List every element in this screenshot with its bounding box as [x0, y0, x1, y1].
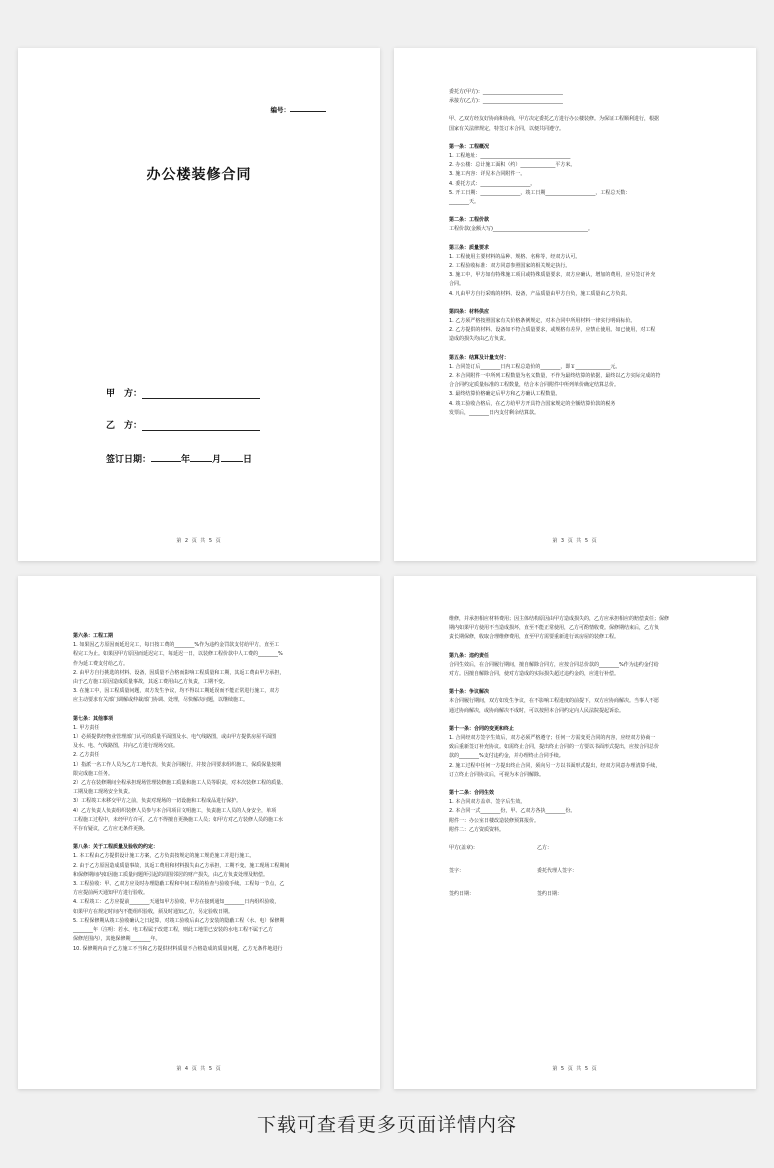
signature-row — [449, 867, 710, 876]
text-line: 1）必须提供经物业管理部门认可的质量平面图及水、电气线路图，或由甲方提供房屋平面图 — [73, 734, 277, 741]
paragraph-gap — [73, 834, 334, 843]
text-line: 1）指派一名工作人员为乙方工地代表，负责合同履行，并按合同要求组织施工，保质保量按期 — [73, 761, 282, 768]
text-line: 5. 工程保修期从竣工验收确认之日起算，对竣工验收后由乙方安装的隐蔽工程（水、电）保修期 — [73, 917, 285, 924]
party-b-blank — [142, 421, 260, 431]
text-line: 3. 最终结算价格确定后甲方和乙方确认工程数量。 — [449, 391, 561, 398]
text-line: 本合同履行期间，双方如发生争议，在不影响工程进度的前提下，双方应协商解决。当事人不愿 — [449, 698, 660, 705]
text-line: 甲、乙双方经友好协商和协商，甲方决定委托乙方进行办公楼装修。为保证工程顺利进行，根据 — [449, 116, 660, 123]
text-line: 2. 乙方责任 — [73, 752, 100, 759]
text-line: 3）工程竣工未移交甲方之前，负责对现场的一切设施和工程成品进行保护。 — [73, 798, 242, 805]
text-line: 期内如果甲方使用不当造成损坏，直至不能正常使用，乙方可酌情收费。保修期结束后，乙方负 — [449, 625, 660, 632]
text-line: 维修，并承担相应材料费用；因主体结构原因由甲方造成损失的，乙方应承担相应的赔偿责任；保修 — [449, 616, 670, 622]
text-line: 1. 合同经双方签字生效后，双方必须严格遵守；任何一方需变更合同的内容，应经双方协商一 — [449, 735, 656, 742]
text-line: 1. 工程使用主要材料的品种、规格、名称等，经双方认可。 — [449, 253, 581, 260]
text-line: 国家有关法律规定，特签订本合同，以便共同遵守。 — [449, 125, 565, 132]
day-blank — [221, 453, 243, 462]
text-line: 4. 凡由甲方自行采购的材料、设备，产品质量由甲方自负，施工质量由乙方负责。 — [449, 290, 631, 297]
text-line: 应主动要求有关部门调解或仲裁部门协调、处理，尽快解决问题，以继续施工。 — [73, 697, 249, 704]
paragraph-gap — [449, 716, 710, 725]
text-line: 1. 本工程由乙方提供设计施工方案，乙方负责按规定的施工规范施工并进行施工。 — [73, 853, 255, 860]
page-5-content — [449, 615, 710, 914]
signature-row — [449, 890, 710, 899]
text-line: 方应提前两天通知甲方进行验收。 — [73, 890, 149, 897]
signature-label: 委托代理人签字： — [537, 868, 578, 875]
sign-date-row — [106, 452, 252, 465]
download-caption: 下载可查看更多页面详情内容 — [256, 1114, 517, 1136]
section-heading: 第三条：质量要求 — [449, 244, 490, 251]
section-heading: 第五条：结算及计量支付： — [449, 354, 510, 361]
text-line: 2. 施工过程中任何一方提出终止合同，须向另一方以书面形式提出，经双方同意办理清算手续， — [449, 762, 661, 769]
text-line: 3. 施工中，甲方如有特殊施工项目或特殊质量要求，双方应确认，增加的费用，应另签订补充 — [449, 272, 656, 279]
text-line: 承接方(乙方)：________________________________ — [449, 98, 563, 105]
paragraph-gap — [449, 299, 710, 308]
text-line: 致后重新签订补充协议。如需终止合同，提出终止合同的一方要以书面形式提出，应按合同总价 — [449, 744, 660, 751]
signature-label: 签约日期： — [449, 891, 475, 898]
text-line: 2. 本合同附件一中所列工程数量为名义数量，不作为最终结算的依据，最终以乙方实际完成的符 — [449, 373, 661, 380]
text-line: 2. 工程验收标准：双方同意参照国家的相关规定执行。 — [449, 263, 571, 270]
page-footer: 第 5 页 共 5 页 — [552, 1066, 598, 1072]
text-line: 2. 乙方提供的材料、设备如不符合质量要求，或规格有差异，应禁止使用。如已使用，对工程 — [449, 327, 656, 334]
page-footer: 第 4 页 共 5 页 — [176, 1066, 222, 1072]
party-a-blank — [142, 389, 260, 399]
text-line: 限完成施工任务。 — [73, 770, 114, 777]
text-line: 5. 开工日期：________________，竣工日期____________________，工程总天数： — [449, 189, 631, 196]
party-a-label: 甲 方： — [106, 389, 143, 399]
text-line: 1. 甲方责任 — [73, 724, 100, 731]
paragraph-gap — [449, 134, 710, 143]
signature-label: 乙方： — [537, 845, 553, 852]
paragraph-gap — [449, 643, 710, 652]
page-footer: 第 2 页 共 5 页 — [176, 538, 222, 544]
section-heading: 第六条：工程工期 — [73, 633, 114, 639]
text-line: 平存有疑议，乙方应无条件更换。 — [73, 826, 149, 833]
text-line: 款的________%支付违约金，并办理终止合同手续。 — [449, 753, 564, 760]
text-line: 责长期保修，收取合理维修费用，直至甲方需要重新进行该房屋的装修工程。 — [449, 634, 620, 641]
signature-label: 签字： — [449, 868, 465, 875]
text-line: 作为延工费支付给乙方。 — [73, 660, 129, 667]
paragraph-gap — [449, 235, 710, 244]
text-line: 2. 由甲方自行挑选的材料、设备，因质量不合格而影响工程质量和工期，其返工费由甲方承担， — [73, 669, 285, 676]
text-line: 订立终止合同协议后，可视为本合同解除。 — [449, 771, 545, 778]
sign-date-label: 签订日期： — [106, 455, 152, 465]
party-b-label: 乙 方： — [106, 421, 143, 431]
section-heading: 第十条：争议解决 — [449, 689, 490, 696]
signature-label: 签约日期： — [537, 891, 563, 898]
document-page-2 — [18, 48, 380, 561]
paragraph-gap — [73, 706, 334, 715]
text-line: 合合同约定质量标准的工程数量，结合本合同附件中所列单价确定结算总价。 — [449, 382, 620, 389]
text-line: 如果甲方在规定时间内不能组织验收，须及时通知乙方，另定验收日期。 — [73, 908, 234, 915]
page-footer: 第 3 页 共 5 页 — [552, 538, 598, 544]
month-blank — [190, 453, 212, 462]
text-line: 3. 工程验收：甲、乙双方应及时办理隐蔽工程和中间工程的检查与验收手续。工程每一节点，乙 — [73, 881, 285, 888]
text-line: 及水、电、气线路图，并向乙方进行现场交底。 — [73, 743, 179, 750]
section-heading: 第十一条：合同的变更和终止 — [449, 725, 515, 732]
text-line: 对方。因擅自解除合同，使对方造成的实际损失超过违约金的，应进行补偿。 — [449, 671, 620, 678]
paragraph-gap — [449, 835, 710, 844]
text-line: 造成的损失均由乙方负责。 — [449, 336, 510, 343]
section-heading: 第八条：关于工程质量及验收的约定： — [73, 844, 159, 851]
contract-number — [271, 105, 327, 114]
section-heading: 第十二条：合同生效 — [449, 790, 495, 797]
paragraph-gap — [449, 345, 710, 354]
document-page-5 — [394, 576, 756, 1089]
party-b-row — [106, 418, 260, 431]
signature-label: 甲方(盖章)： — [449, 845, 478, 852]
section-heading: 第一条：工程概况 — [449, 143, 490, 150]
text-line: ________年（注明：若水、电工程属于改建工程，则此工地里已安装的水电工程不属于乙方 — [73, 927, 274, 934]
text-line: 由于乙方施工原因造成质量事故，其返工费用由乙方负责，工期不变。 — [73, 679, 229, 686]
day-label: 日 — [243, 455, 253, 465]
year-blank — [151, 453, 181, 462]
text-line: 和保修期间内如因施工质量问题所引起的周围邻居的财产损失，由乙方负责处理及赔偿。 — [73, 871, 269, 878]
text-line: 2. 由于乙方原因造成质量事故，其返工费用和材料损失由乙方承担，工期不变。施工现场工程期间 — [73, 862, 290, 869]
section-heading: 第七条：其他事项 — [73, 715, 114, 722]
text-line: 3. 在施工中，因工程质量问题，双方发生争议，均不得以工期延误而不能正常进行施工，双方 — [73, 688, 280, 695]
signature-row — [449, 844, 710, 853]
text-line: 委托方(甲方)：________________________________ — [449, 89, 563, 95]
text-line: 1. 工程地址：____________________________________ — [449, 153, 571, 160]
page-4-content — [73, 632, 334, 954]
text-line: 4. 竣工验收合格后，在乙方给甲方开具符合国家规定的全额结算价款的税务 — [449, 400, 616, 407]
paragraph-gap — [449, 207, 710, 216]
contract-title: 办公楼装修合同 — [146, 167, 252, 183]
text-line: 10. 保修期内由于乙方施工不当和乙方提供材料质量不合格造成的质量问题，乙方无条件地进行 — [73, 945, 283, 952]
text-line: 附件一：办公室日楼改造装修预算报价。 — [449, 817, 540, 824]
document-page-4 — [18, 576, 380, 1089]
text-line: 通过协商解决，或协商解决不成时，可以按照本合同约定向人民法院提起诉讼。 — [449, 707, 625, 714]
paragraph-gap — [449, 106, 710, 115]
text-line: 发票后，________日内支付剩余结算款。 — [449, 409, 540, 416]
party-a-row — [106, 386, 260, 399]
text-line: 工期及施工现场安全负责。 — [73, 789, 134, 796]
month-label: 月 — [212, 455, 222, 465]
text-line: 1. 合同签订后________日内工程总造价的________，即￥______________元。 — [449, 363, 621, 370]
section-heading: 第四条：材料供应 — [449, 308, 490, 315]
text-line: 4）乙方负责人负责组织装修人员参与本合同项目文明施工，负责施工人员的人身安全，单项 — [73, 807, 277, 814]
text-line: 4. 工程竣工：乙方应提前________天通知甲方验收，甲方在接到通知________日内组织验收， — [73, 899, 280, 906]
text-line: 2）乙方在装修期间全程承担现场管理装修施工质量和施工人员等职责，对本次装修工程的质量、 — [73, 780, 287, 787]
text-line: 4. 委托方式：____________________。 — [449, 180, 536, 187]
paragraph-gap — [449, 679, 710, 688]
section-heading: 第九条：违约责任 — [449, 652, 490, 659]
paragraph-gap — [449, 780, 710, 789]
contract-number-label: 编号： — [270, 106, 290, 114]
text-line: 1. 如果因乙方原因而延迟完工，每日按工费的________%作为违约金罚款支付给甲方，直至工 — [73, 642, 280, 649]
text-line: 保修范围内），其他保修期________年。 — [73, 936, 161, 943]
text-line: 1. 乙方须严格按照国家有关价格条例规定，对本合同中所用材料一律实行明码标价。 — [449, 318, 636, 325]
text-line: 工程施工过程中，未经甲方许可，乙方不得擅自更换施工人员；如甲方对乙方装修人员的施工水 — [73, 816, 284, 823]
contract-number-blank — [290, 111, 326, 112]
text-line: 2. 办公楼：总计施工面积（约）______________平方米。 — [449, 162, 576, 169]
text-line: ________天。 — [449, 199, 480, 206]
text-line: 合同生效后，在合同履行期间，擅自解除合同方，应按合同总价款的________%作为违约金付给 — [449, 661, 659, 668]
page-3-content — [449, 88, 710, 418]
section-heading: 第二条：工程价款 — [449, 217, 490, 224]
year-label: 年 — [181, 455, 191, 465]
text-line: 1. 本合同双方盖章、签字后生效。 — [449, 799, 526, 806]
text-line: 合同。 — [449, 281, 465, 288]
document-page-3 — [394, 48, 756, 561]
text-line: 3. 施工内容：详见本合同附件一。 — [449, 171, 526, 178]
text-line: 程完工为止。如果因甲方原因而延迟完工，每延迟一日，以装修工程价款中人工费的________% — [73, 651, 283, 658]
text-line: 附件二：乙方资质资料。 — [449, 826, 505, 833]
text-line: 工程价款(金额大写)______________________________________。 — [449, 226, 593, 233]
text-line: 2. 本合同一式________份，甲、乙双方各执________份。 — [449, 808, 576, 815]
